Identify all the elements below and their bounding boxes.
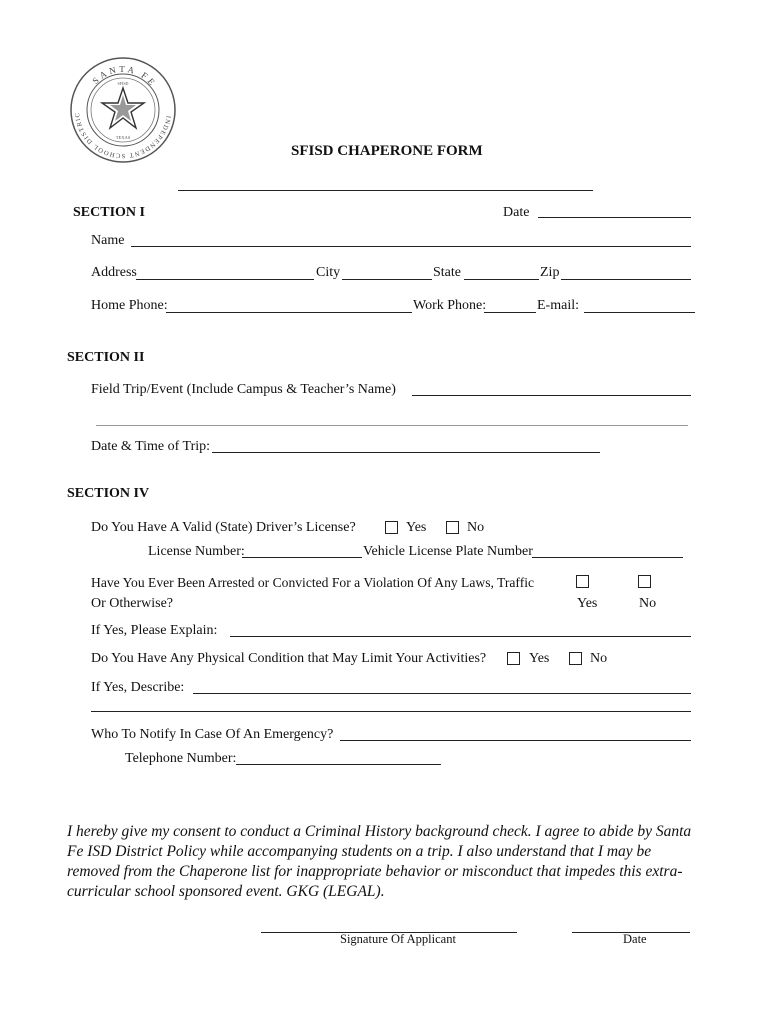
name-label: Name	[91, 233, 125, 248]
license-question: Do You Have A Valid (State) Driver’s License?	[91, 520, 356, 535]
section-4-heading: SECTION IV	[67, 486, 150, 501]
home-phone-field[interactable]	[166, 296, 412, 313]
arrest-yes-checkbox[interactable]	[576, 575, 589, 588]
zip-field[interactable]	[561, 263, 691, 280]
explain-label: If Yes, Please Explain:	[91, 623, 218, 638]
physical-no-label: No	[590, 651, 608, 666]
district-seal-logo	[68, 55, 178, 165]
plate-label: Vehicle License Plate Number	[363, 544, 533, 559]
work-phone-field[interactable]	[484, 296, 536, 313]
license-number-field[interactable]	[242, 541, 362, 558]
svg-text:TEXAS: TEXAS	[115, 135, 131, 140]
telephone-label: Telephone Number:	[125, 751, 237, 766]
title-underline	[178, 190, 593, 191]
arrest-question-line1: Have You Ever Been Arrested or Convicted For a Violation Of Any Laws, Traffic	[91, 575, 535, 590]
plate-field[interactable]	[532, 541, 683, 558]
address-label: Address	[91, 265, 137, 280]
name-field[interactable]	[131, 230, 691, 247]
field-trip-label: Field Trip/Event (Include Campus & Teacher’s Name)	[91, 382, 396, 397]
license-yes-label: Yes	[406, 520, 427, 535]
signature-date-label: Date	[623, 932, 647, 946]
physical-question: Do You Have Any Physical Condition that May Limit Your Activities?	[91, 651, 487, 666]
section-1-heading: SECTION I	[73, 205, 145, 220]
date-field[interactable]	[538, 201, 691, 218]
date-label: Date	[503, 205, 530, 220]
email-label: E-mail:	[537, 298, 579, 313]
describe-label: If Yes, Describe:	[91, 680, 185, 695]
explain-field[interactable]	[230, 620, 691, 637]
address-field[interactable]	[136, 263, 314, 280]
arrest-yes-label: Yes	[577, 596, 598, 611]
physical-yes-label: Yes	[529, 651, 550, 666]
applicant-signature-label: Signature Of Applicant	[340, 932, 456, 946]
license-yes-checkbox[interactable]	[385, 521, 398, 534]
arrest-no-checkbox[interactable]	[638, 575, 651, 588]
city-field[interactable]	[342, 263, 432, 280]
describe-field[interactable]	[193, 677, 691, 694]
svg-text:INDEPENDENT SCHOOL DISTRICT: INDEPENDENT SCHOOL DISTRIC	[73, 111, 172, 160]
state-label: State	[433, 265, 461, 280]
license-no-label: No	[467, 520, 485, 535]
svg-text:SANTA FE: SANTA FE	[90, 63, 159, 90]
emergency-question: Who To Notify In Case Of An Emergency?	[91, 727, 334, 742]
date-time-field[interactable]	[212, 436, 600, 453]
license-no-checkbox[interactable]	[446, 521, 459, 534]
home-phone-label: Home Phone:	[91, 298, 168, 313]
state-field[interactable]	[464, 263, 539, 280]
license-number-label: License Number:	[148, 544, 245, 559]
work-phone-label: Work Phone:	[413, 298, 487, 313]
arrest-question-line2: Or Otherwise?	[91, 596, 174, 611]
section-2-heading: SECTION II	[67, 350, 145, 365]
arrest-no-label: No	[639, 596, 657, 611]
city-label: City	[316, 265, 341, 280]
field-trip-continuation-line[interactable]	[96, 425, 688, 426]
date-time-label: Date & Time of Trip:	[91, 439, 211, 454]
describe-continuation-line[interactable]	[91, 711, 691, 712]
form-title: SFISD CHAPERONE FORM	[291, 143, 483, 159]
field-trip-field[interactable]	[412, 379, 691, 396]
emergency-contact-field[interactable]	[340, 724, 691, 741]
physical-no-checkbox[interactable]	[569, 652, 582, 665]
email-field[interactable]	[584, 296, 695, 313]
consent-statement: I hereby give my consent to conduct a Criminal History background check. I agree to abide by Santa Fe ISD District Policy while accompanying students on a trip. I also understand that I may be removed from the Chaperone list for inappropriate behavior or misconduct that impedes this extra-curricular school sponsored event. GKG (LEGAL).	[67, 823, 692, 900]
zip-label: Zip	[540, 265, 560, 280]
telephone-field[interactable]	[236, 748, 441, 765]
svg-text:SFISD: SFISD	[117, 81, 129, 86]
physical-yes-checkbox[interactable]	[507, 652, 520, 665]
